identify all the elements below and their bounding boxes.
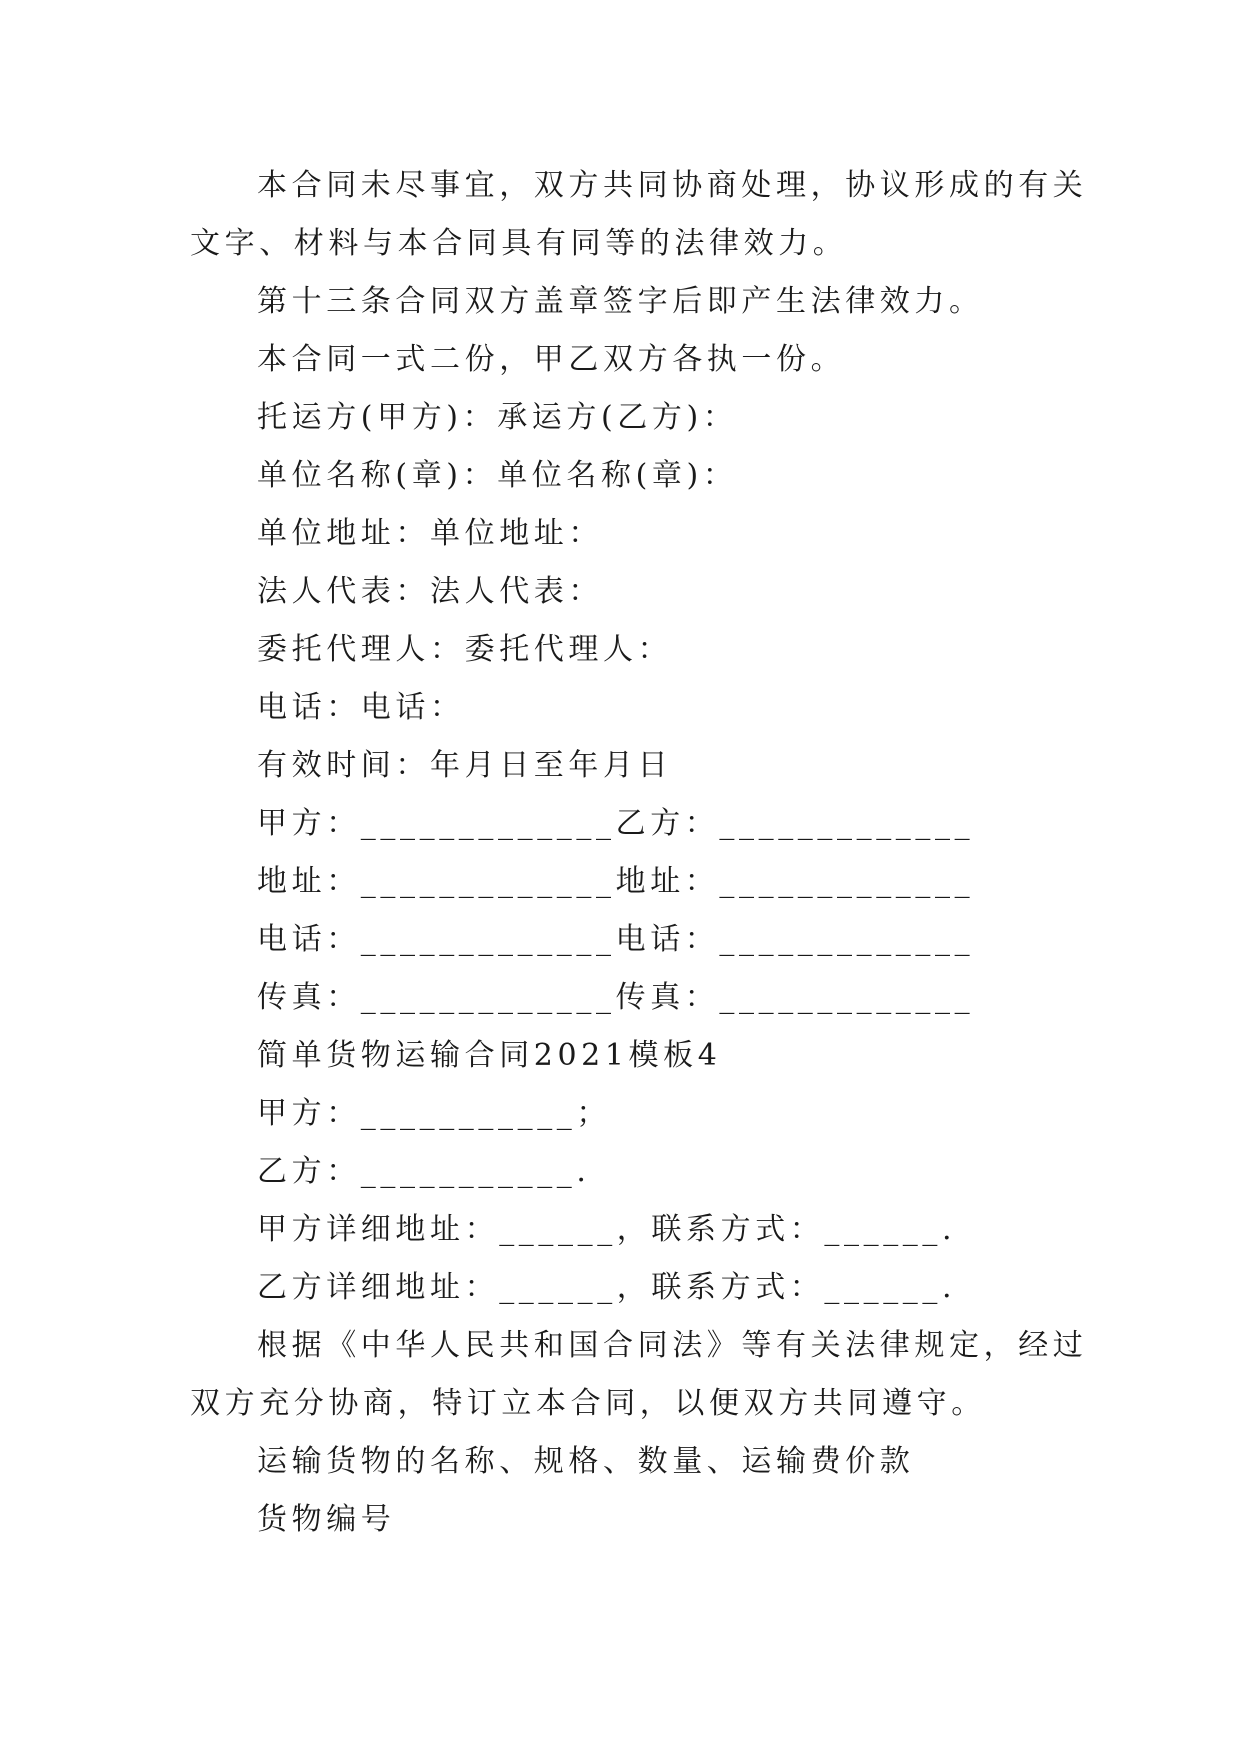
form-field-line: 甲方详细地址：______，联系方式：______. [257,1212,957,1247]
form-field-line: 乙方详细地址：______，联系方式：______. [257,1270,957,1305]
section-heading: 简单货物运输合同2021模板4 [257,1038,722,1073]
paragraph-line: 委托代理人：委托代理人： [257,632,673,667]
paragraph-line: 电话：电话： [257,690,465,725]
paragraph-line: 单位地址：单位地址： [257,516,603,551]
paragraph-line: 单位名称(章)：单位名称(章)： [257,458,738,493]
form-field-line: 甲方：_____________乙方：_____________ [257,806,975,841]
paragraph-line: 双方充分协商，特订立本合同，以便双方共同遵守。 [190,1386,986,1421]
form-field-line: 甲方：___________； [257,1096,611,1131]
paragraph-line: 文字、材料与本合同具有同等的法律效力。 [190,226,848,261]
paragraph-line: 货物编号 [257,1502,396,1537]
form-field-line: 地址：_____________地址：_____________ [257,864,975,899]
form-field-line: 电话：_____________电话：_____________ [257,922,975,957]
paragraph-line: 第十三条合同双方盖章签字后即产生法律效力。 [257,284,984,319]
paragraph-line: 根据《中华人民共和国合同法》等有关法律规定，经过 [257,1328,1088,1363]
paragraph-line: 本合同一式二份，甲乙双方各执一份。 [257,342,846,377]
paragraph-line: 本合同未尽事宜，双方共同协商处理，协议形成的有关 [257,168,1088,203]
paragraph-line: 运输货物的名称、规格、数量、运输费价款 [257,1444,915,1479]
paragraph-line: 法人代表：法人代表： [257,574,603,609]
form-field-line: 传真：_____________传真：_____________ [257,980,975,1015]
paragraph-line: 托运方(甲方)：承运方(乙方)： [257,400,738,435]
form-field-line: 乙方：___________. [257,1154,591,1189]
paragraph-line: 有效时间：年月日至年月日 [257,748,673,783]
